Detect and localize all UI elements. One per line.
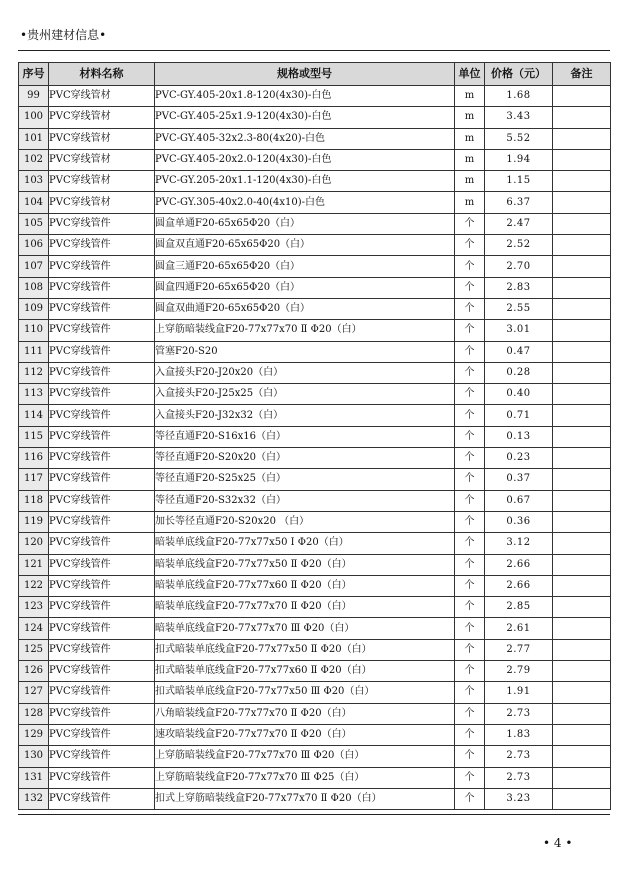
cell-unit: 个 bbox=[455, 384, 485, 405]
cell-name: PVC穿线管件 bbox=[49, 384, 155, 405]
cell-seq: 100 bbox=[19, 107, 49, 128]
cell-note bbox=[553, 171, 611, 192]
cell-unit: m bbox=[455, 107, 485, 128]
cell-seq: 125 bbox=[19, 639, 49, 660]
table-row bbox=[19, 256, 611, 277]
cell-price: 0.40 bbox=[485, 384, 553, 405]
cell-price: 1.15 bbox=[485, 171, 553, 192]
cell-unit: 个 bbox=[455, 448, 485, 469]
cell-unit: 个 bbox=[455, 469, 485, 490]
cell-name: PVC穿线管件 bbox=[49, 661, 155, 682]
cell-name: PVC穿线管件 bbox=[49, 362, 155, 383]
cell-price: 2.52 bbox=[485, 235, 553, 256]
cell-spec: 管塞F20-S20 bbox=[155, 341, 455, 362]
cell-spec: 圆盒双曲通F20-65x65Φ20（白） bbox=[155, 298, 455, 319]
table-row bbox=[19, 298, 611, 319]
cell-spec: 等径直通F20-S16x16（白） bbox=[155, 426, 455, 447]
cell-note bbox=[553, 661, 611, 682]
cell-note bbox=[553, 448, 611, 469]
cell-price: 3.43 bbox=[485, 107, 553, 128]
cell-price: 0.37 bbox=[485, 469, 553, 490]
cell-seq: 111 bbox=[19, 341, 49, 362]
cell-price: 0.47 bbox=[485, 341, 553, 362]
cell-spec: 等径直通F20-S25x25（白） bbox=[155, 469, 455, 490]
cell-price: 0.67 bbox=[485, 490, 553, 511]
cell-unit: 个 bbox=[455, 597, 485, 618]
cell-unit: 个 bbox=[455, 490, 485, 511]
cell-name: PVC穿线管材 bbox=[49, 107, 155, 128]
cell-note bbox=[553, 149, 611, 170]
cell-unit: m bbox=[455, 171, 485, 192]
cell-unit: 个 bbox=[455, 724, 485, 745]
cell-price: 0.13 bbox=[485, 426, 553, 447]
cell-note bbox=[553, 320, 611, 341]
table-row bbox=[19, 213, 611, 234]
cell-seq: 107 bbox=[19, 256, 49, 277]
cell-note bbox=[553, 256, 611, 277]
cell-seq: 109 bbox=[19, 298, 49, 319]
cell-seq: 132 bbox=[19, 788, 49, 809]
cell-price: 2.70 bbox=[485, 256, 553, 277]
cell-seq: 123 bbox=[19, 597, 49, 618]
cell-price: 2.77 bbox=[485, 639, 553, 660]
cell-spec: 入盒接头F20-J25x25（白） bbox=[155, 384, 455, 405]
cell-spec: 扣式暗装单底线盒F20-77x77x60 Ⅱ Φ20（白） bbox=[155, 661, 455, 682]
cell-seq: 122 bbox=[19, 575, 49, 596]
cell-price: 1.83 bbox=[485, 724, 553, 745]
cell-price: 2.55 bbox=[485, 298, 553, 319]
cell-spec: 圆盒单通F20-65x65Φ20（白） bbox=[155, 213, 455, 234]
cell-unit: 个 bbox=[455, 682, 485, 703]
cell-seq: 120 bbox=[19, 533, 49, 554]
cell-unit: m bbox=[455, 149, 485, 170]
cell-price: 2.66 bbox=[485, 554, 553, 575]
table-row bbox=[19, 426, 611, 447]
cell-price: 2.47 bbox=[485, 213, 553, 234]
table-row bbox=[19, 86, 611, 107]
cell-name: PVC穿线管件 bbox=[49, 298, 155, 319]
table-row bbox=[19, 746, 611, 767]
cell-note bbox=[553, 384, 611, 405]
cell-spec: 入盒接头F20-J20x20（白） bbox=[155, 362, 455, 383]
cell-seq: 110 bbox=[19, 320, 49, 341]
cell-name: PVC穿线管件 bbox=[49, 703, 155, 724]
cell-spec: 入盒接头F20-J32x32（白） bbox=[155, 405, 455, 426]
table-row bbox=[19, 128, 611, 149]
cell-seq: 116 bbox=[19, 448, 49, 469]
cell-seq: 121 bbox=[19, 554, 49, 575]
cell-spec: 扣式上穿筋暗装线盒F20-77x77x70 Ⅱ Φ20（白） bbox=[155, 788, 455, 809]
cell-name: PVC穿线管件 bbox=[49, 597, 155, 618]
cell-name: PVC穿线管件 bbox=[49, 320, 155, 341]
table-row bbox=[19, 235, 611, 256]
cell-note bbox=[553, 405, 611, 426]
cell-seq: 105 bbox=[19, 213, 49, 234]
cell-price: 1.94 bbox=[485, 149, 553, 170]
cell-note bbox=[553, 277, 611, 298]
cell-seq: 124 bbox=[19, 618, 49, 639]
cell-price: 2.66 bbox=[485, 575, 553, 596]
column-header-seq: 序号 bbox=[19, 63, 49, 86]
cell-price: 2.61 bbox=[485, 618, 553, 639]
cell-note bbox=[553, 554, 611, 575]
cell-name: PVC穿线管材 bbox=[49, 128, 155, 149]
cell-spec: 上穿筋暗装线盒F20-77x77x70 Ⅱ Φ20（白） bbox=[155, 320, 455, 341]
cell-price: 3.12 bbox=[485, 533, 553, 554]
cell-spec: 暗装单底线盒F20-77x77x70 Ⅱ Φ20（白） bbox=[155, 597, 455, 618]
cell-spec: 上穿筋暗装线盒F20-77x77x70 Ⅲ Φ25（白） bbox=[155, 767, 455, 788]
cell-seq: 117 bbox=[19, 469, 49, 490]
table-row bbox=[19, 107, 611, 128]
cell-spec: 等径直通F20-S20x20（白） bbox=[155, 448, 455, 469]
cell-spec: PVC-GY.405-25x1.9-120(4x30)-白色 bbox=[155, 107, 455, 128]
cell-note bbox=[553, 724, 611, 745]
cell-note bbox=[553, 767, 611, 788]
cell-seq: 101 bbox=[19, 128, 49, 149]
cell-spec: PVC-GY.205-20x1.1-120(4x30)-白色 bbox=[155, 171, 455, 192]
table-row bbox=[19, 192, 611, 213]
cell-note bbox=[553, 618, 611, 639]
cell-unit: 个 bbox=[455, 320, 485, 341]
cell-spec: PVC-GY.405-20x2.0-120(4x30)-白色 bbox=[155, 149, 455, 170]
cell-unit: 个 bbox=[455, 639, 485, 660]
cell-unit: 个 bbox=[455, 767, 485, 788]
cell-name: PVC穿线管件 bbox=[49, 490, 155, 511]
cell-note bbox=[553, 575, 611, 596]
table-row bbox=[19, 554, 611, 575]
cell-seq: 131 bbox=[19, 767, 49, 788]
cell-seq: 119 bbox=[19, 511, 49, 532]
cell-unit: m bbox=[455, 128, 485, 149]
cell-unit: 个 bbox=[455, 213, 485, 234]
cell-price: 1.91 bbox=[485, 682, 553, 703]
cell-name: PVC穿线管件 bbox=[49, 213, 155, 234]
cell-name: PVC穿线管件 bbox=[49, 575, 155, 596]
table-row bbox=[19, 788, 611, 809]
cell-unit: 个 bbox=[455, 405, 485, 426]
cell-name: PVC穿线管件 bbox=[49, 277, 155, 298]
column-header-price: 价格（元） bbox=[485, 63, 553, 86]
cell-price: 0.23 bbox=[485, 448, 553, 469]
cell-spec: 等径直通F20-S32x32（白） bbox=[155, 490, 455, 511]
table-row bbox=[19, 511, 611, 532]
cell-price: 5.52 bbox=[485, 128, 553, 149]
table-row bbox=[19, 277, 611, 298]
table-row bbox=[19, 469, 611, 490]
cell-unit: 个 bbox=[455, 235, 485, 256]
cell-note bbox=[553, 362, 611, 383]
table-row bbox=[19, 661, 611, 682]
cell-name: PVC穿线管件 bbox=[49, 448, 155, 469]
cell-seq: 106 bbox=[19, 235, 49, 256]
cell-spec: PVC-GY.305-40x2.0-40(4x10)-白色 bbox=[155, 192, 455, 213]
cell-unit: 个 bbox=[455, 746, 485, 767]
cell-seq: 129 bbox=[19, 724, 49, 745]
cell-seq: 114 bbox=[19, 405, 49, 426]
cell-seq: 99 bbox=[19, 86, 49, 107]
cell-spec: PVC-GY.405-20x1.8-120(4x30)-白色 bbox=[155, 86, 455, 107]
cell-price: 2.73 bbox=[485, 767, 553, 788]
cell-name: PVC穿线管件 bbox=[49, 639, 155, 660]
cell-seq: 104 bbox=[19, 192, 49, 213]
cell-unit: m bbox=[455, 86, 485, 107]
cell-unit: 个 bbox=[455, 533, 485, 554]
cell-spec: 速攻暗装线盒F20-77x77x70 Ⅱ Φ20（白） bbox=[155, 724, 455, 745]
table-row bbox=[19, 575, 611, 596]
cell-note bbox=[553, 128, 611, 149]
cell-price: 2.79 bbox=[485, 661, 553, 682]
table-row bbox=[19, 171, 611, 192]
cell-price: 2.83 bbox=[485, 277, 553, 298]
cell-note bbox=[553, 490, 611, 511]
cell-name: PVC穿线管件 bbox=[49, 554, 155, 575]
cell-unit: 个 bbox=[455, 511, 485, 532]
cell-note bbox=[553, 469, 611, 490]
cell-note bbox=[553, 235, 611, 256]
cell-spec: 上穿筋暗装线盒F20-77x77x70 Ⅲ Φ20（白） bbox=[155, 746, 455, 767]
cell-name: PVC穿线管材 bbox=[49, 171, 155, 192]
column-header-spec: 规格或型号 bbox=[155, 63, 455, 86]
cell-seq: 102 bbox=[19, 149, 49, 170]
table-row bbox=[19, 149, 611, 170]
table-row bbox=[19, 490, 611, 511]
cell-spec: 八角暗装线盒F20-77x77x70 Ⅱ Φ20（白） bbox=[155, 703, 455, 724]
cell-name: PVC穿线管件 bbox=[49, 511, 155, 532]
cell-note bbox=[553, 107, 611, 128]
cell-spec: 暗装单底线盒F20-77x77x70 Ⅲ Φ20（白） bbox=[155, 618, 455, 639]
page-number: • 4 • bbox=[543, 836, 573, 850]
cell-price: 2.73 bbox=[485, 746, 553, 767]
cell-price: 3.23 bbox=[485, 788, 553, 809]
cell-spec: 暗装单底线盒F20-77x77x60 Ⅱ Φ20（白） bbox=[155, 575, 455, 596]
cell-price: 0.28 bbox=[485, 362, 553, 383]
cell-note bbox=[553, 746, 611, 767]
cell-seq: 130 bbox=[19, 746, 49, 767]
cell-seq: 115 bbox=[19, 426, 49, 447]
cell-seq: 108 bbox=[19, 277, 49, 298]
cell-name: PVC穿线管件 bbox=[49, 426, 155, 447]
cell-price: 2.73 bbox=[485, 703, 553, 724]
cell-spec: 圆盒四通F20-65x65Φ20（白） bbox=[155, 277, 455, 298]
table-row bbox=[19, 618, 611, 639]
running-header: •贵州建材信息• bbox=[20, 28, 107, 42]
table-row bbox=[19, 405, 611, 426]
table-row bbox=[19, 724, 611, 745]
column-header-unit: 单位 bbox=[455, 63, 485, 86]
table-row bbox=[19, 682, 611, 703]
cell-name: PVC穿线管件 bbox=[49, 405, 155, 426]
cell-unit: 个 bbox=[455, 277, 485, 298]
cell-unit: 个 bbox=[455, 362, 485, 383]
table-row bbox=[19, 384, 611, 405]
cell-name: PVC穿线管材 bbox=[49, 192, 155, 213]
cell-name: PVC穿线管材 bbox=[49, 86, 155, 107]
cell-name: PVC穿线管件 bbox=[49, 235, 155, 256]
cell-note bbox=[553, 703, 611, 724]
cell-name: PVC穿线管件 bbox=[49, 724, 155, 745]
cell-unit: 个 bbox=[455, 554, 485, 575]
cell-name: PVC穿线管件 bbox=[49, 533, 155, 554]
cell-spec: 扣式暗装单底线盒F20-77x77x50 Ⅱ Φ20（白） bbox=[155, 639, 455, 660]
cell-note bbox=[553, 597, 611, 618]
cell-spec: 扣式暗装单底线盒F20-77x77x50 Ⅲ Φ20（白） bbox=[155, 682, 455, 703]
table-row bbox=[19, 597, 611, 618]
cell-note bbox=[553, 511, 611, 532]
column-header-note: 备注 bbox=[553, 63, 611, 86]
table-row bbox=[19, 320, 611, 341]
table-header-row bbox=[19, 63, 611, 86]
cell-unit: 个 bbox=[455, 661, 485, 682]
table-row bbox=[19, 639, 611, 660]
cell-spec: 圆盒三通F20-65x65Φ20（白） bbox=[155, 256, 455, 277]
cell-price: 0.36 bbox=[485, 511, 553, 532]
cell-note bbox=[553, 639, 611, 660]
cell-unit: 个 bbox=[455, 298, 485, 319]
cell-name: PVC穿线管件 bbox=[49, 767, 155, 788]
cell-unit: 个 bbox=[455, 341, 485, 362]
cell-seq: 127 bbox=[19, 682, 49, 703]
cell-note bbox=[553, 682, 611, 703]
cell-spec: 圆盒双直通F20-65x65Φ20（白） bbox=[155, 235, 455, 256]
cell-price: 2.85 bbox=[485, 597, 553, 618]
cell-unit: 个 bbox=[455, 618, 485, 639]
cell-note bbox=[553, 788, 611, 809]
cell-spec: PVC-GY.405-32x2.3-80(4x20)-白色 bbox=[155, 128, 455, 149]
cell-note bbox=[553, 426, 611, 447]
table-row bbox=[19, 533, 611, 554]
cell-name: PVC穿线管件 bbox=[49, 469, 155, 490]
cell-seq: 103 bbox=[19, 171, 49, 192]
cell-price: 0.71 bbox=[485, 405, 553, 426]
cell-seq: 118 bbox=[19, 490, 49, 511]
cell-name: PVC穿线管件 bbox=[49, 618, 155, 639]
cell-note bbox=[553, 533, 611, 554]
cell-name: PVC穿线管件 bbox=[49, 341, 155, 362]
cell-unit: 个 bbox=[455, 426, 485, 447]
cell-price: 3.01 bbox=[485, 320, 553, 341]
cell-seq: 126 bbox=[19, 661, 49, 682]
table-row bbox=[19, 341, 611, 362]
cell-unit: 个 bbox=[455, 575, 485, 596]
header-rule bbox=[18, 50, 610, 51]
cell-spec: 暗装单底线盒F20-77x77x50 Ⅰ Φ20（白） bbox=[155, 533, 455, 554]
cell-seq: 128 bbox=[19, 703, 49, 724]
cell-note bbox=[553, 341, 611, 362]
cell-seq: 113 bbox=[19, 384, 49, 405]
cell-name: PVC穿线管件 bbox=[49, 256, 155, 277]
cell-unit: 个 bbox=[455, 256, 485, 277]
cell-spec: 暗装单底线盒F20-77x77x50 Ⅱ Φ20（白） bbox=[155, 554, 455, 575]
cell-unit: 个 bbox=[455, 703, 485, 724]
cell-note bbox=[553, 298, 611, 319]
cell-price: 6.37 bbox=[485, 192, 553, 213]
cell-price: 1.68 bbox=[485, 86, 553, 107]
price-table bbox=[18, 62, 611, 810]
cell-name: PVC穿线管件 bbox=[49, 682, 155, 703]
table-row bbox=[19, 703, 611, 724]
cell-unit: m bbox=[455, 192, 485, 213]
cell-note bbox=[553, 213, 611, 234]
cell-name: PVC穿线管件 bbox=[49, 746, 155, 767]
cell-spec: 加长等径直通F20-S20x20 （白） bbox=[155, 511, 455, 532]
table-row bbox=[19, 448, 611, 469]
cell-unit: 个 bbox=[455, 788, 485, 809]
cell-note bbox=[553, 192, 611, 213]
table-row bbox=[19, 362, 611, 383]
cell-name: PVC穿线管材 bbox=[49, 149, 155, 170]
cell-name: PVC穿线管件 bbox=[49, 788, 155, 809]
cell-seq: 112 bbox=[19, 362, 49, 383]
table-row bbox=[19, 767, 611, 788]
cell-note bbox=[553, 86, 611, 107]
footer-rule bbox=[18, 814, 610, 815]
column-header-name: 材料名称 bbox=[49, 63, 155, 86]
